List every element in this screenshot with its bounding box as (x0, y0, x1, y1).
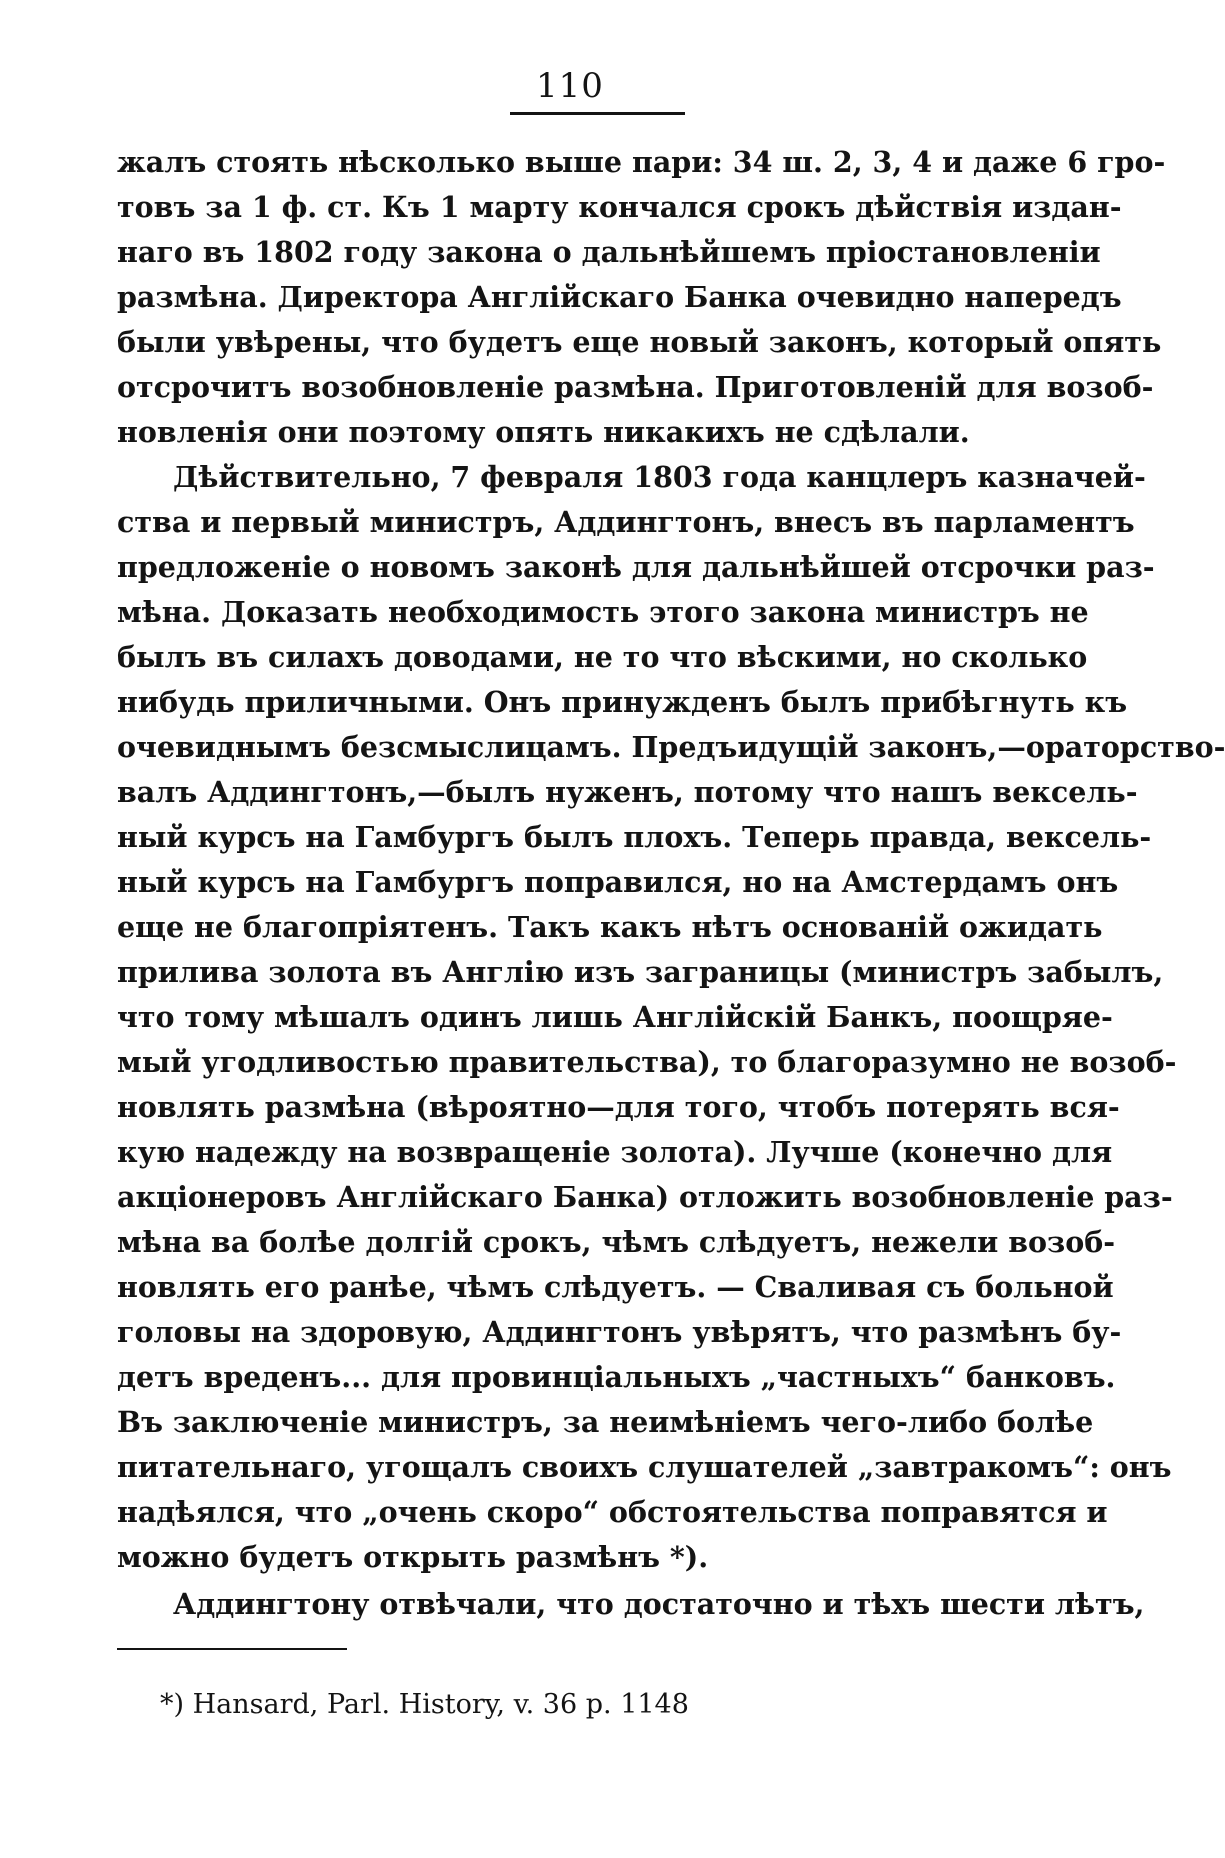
text-line: новлять его ранѣе, чѣмъ слѣдуетъ. — Сваливая съ больной (117, 1270, 1114, 1304)
text-line: Въ заключеніе министръ, за неимѣніемъ чего-либо болѣе (117, 1405, 1094, 1439)
text-line: отсрочитъ возобновленіе размѣна. Приготовленій для возоб- (117, 370, 1154, 404)
text-line: валъ Аддингтонъ,—былъ нуженъ, потому что нашъ вексель- (117, 775, 1138, 809)
text-line: товъ за 1 ф. ст. Къ 1 марту кончался срокъ дѣйствія издан- (117, 190, 1122, 224)
text-line: головы на здоровую, Аддингтонъ увѣрятъ, что размѣнъ бу- (117, 1315, 1122, 1349)
text-line: можно будетъ открыть размѣнъ *). (117, 1540, 709, 1574)
text-line: наго въ 1802 году закона о дальнѣйшемъ пріостановленіи (117, 235, 1101, 269)
text-line: мѣна ва болѣе долгій срокъ, чѣмъ слѣдуетъ, нежели возоб- (117, 1225, 1116, 1259)
text-line: прилива золота въ Англію изъ заграницы (министръ забылъ, (117, 955, 1164, 989)
text-line: надѣялся, что „очень скоро“ обстоятельства поправятся и (117, 1495, 1108, 1529)
text-line: детъ вреденъ... для провинціальныхъ „частныхъ“ банковъ. (117, 1360, 1116, 1394)
text-line: мый угодливостью правительства), то благоразумно не возоб- (117, 1045, 1177, 1079)
text-line: что тому мѣшалъ одинъ лишь Англійскій Банкъ, поощряе- (117, 1000, 1113, 1034)
text-line: новлять размѣна (вѣроятно—для того, чтобъ потерять вся- (117, 1090, 1120, 1124)
text-line: предложеніе о новомъ законѣ для дальнѣйшей отсрочки раз- (117, 550, 1155, 584)
paragraph-first-line: Дѣйствительно, 7 февраля 1803 года канцлеръ казначей- (173, 460, 1146, 494)
header-rule (510, 112, 685, 115)
text-line: ный курсъ на Гамбургъ былъ плохъ. Теперь правда, вексель- (117, 820, 1152, 854)
text-line: кую надежду на возвращеніе золота). Лучше (конечно для (117, 1135, 1113, 1169)
text-line: очевиднымъ безсмыслицамъ. Предъидущій законъ,—ораторство- (117, 730, 1225, 764)
text-line: новленія они поэтому опять никакихъ не сдѣлали. (117, 415, 970, 449)
text-line: мѣна. Доказать необходимость этого закона министръ не (117, 595, 1089, 629)
footnote-rule (117, 1648, 347, 1650)
footnote: *) Hansard, Parl. History, v. 36 p. 1148 (160, 1689, 689, 1720)
text-line: еще не благопріятенъ. Такъ какъ нѣтъ основаній ожидать (117, 910, 1103, 944)
text-line: жалъ стоять нѣсколько выше пари: 34 ш. 2, 3, 4 и даже 6 гро- (117, 145, 1166, 179)
text-line: питательнаго, угощалъ своихъ слушателей „завтракомъ“: онъ (117, 1450, 1172, 1484)
text-line: нибудь приличными. Онъ принужденъ былъ прибѣгнуть къ (117, 685, 1128, 719)
page-number: 110 (536, 66, 604, 106)
text-line: размѣна. Директора Англійскаго Банка очевидно напередъ (117, 280, 1122, 314)
text-line: ства и первый министръ, Аддингтонъ, внесъ въ парламентъ (117, 505, 1135, 539)
body-text (117, 140, 1225, 1627)
text-line: были увѣрены, что будетъ еще новый законъ, который опять (117, 325, 1162, 359)
text-line: былъ въ силахъ доводами, не то что вѣскими, но сколько (117, 640, 1088, 674)
text-line: ный курсъ на Гамбургъ поправился, но на Амстердамъ онъ (117, 865, 1119, 899)
paragraph-first-line: Аддингтону отвѣчали, что достаточно и тѣхъ шести лѣтъ, (173, 1587, 1145, 1621)
text-line: акціонеровъ Англійскаго Банка) отложить возобновленіе раз- (117, 1180, 1173, 1214)
